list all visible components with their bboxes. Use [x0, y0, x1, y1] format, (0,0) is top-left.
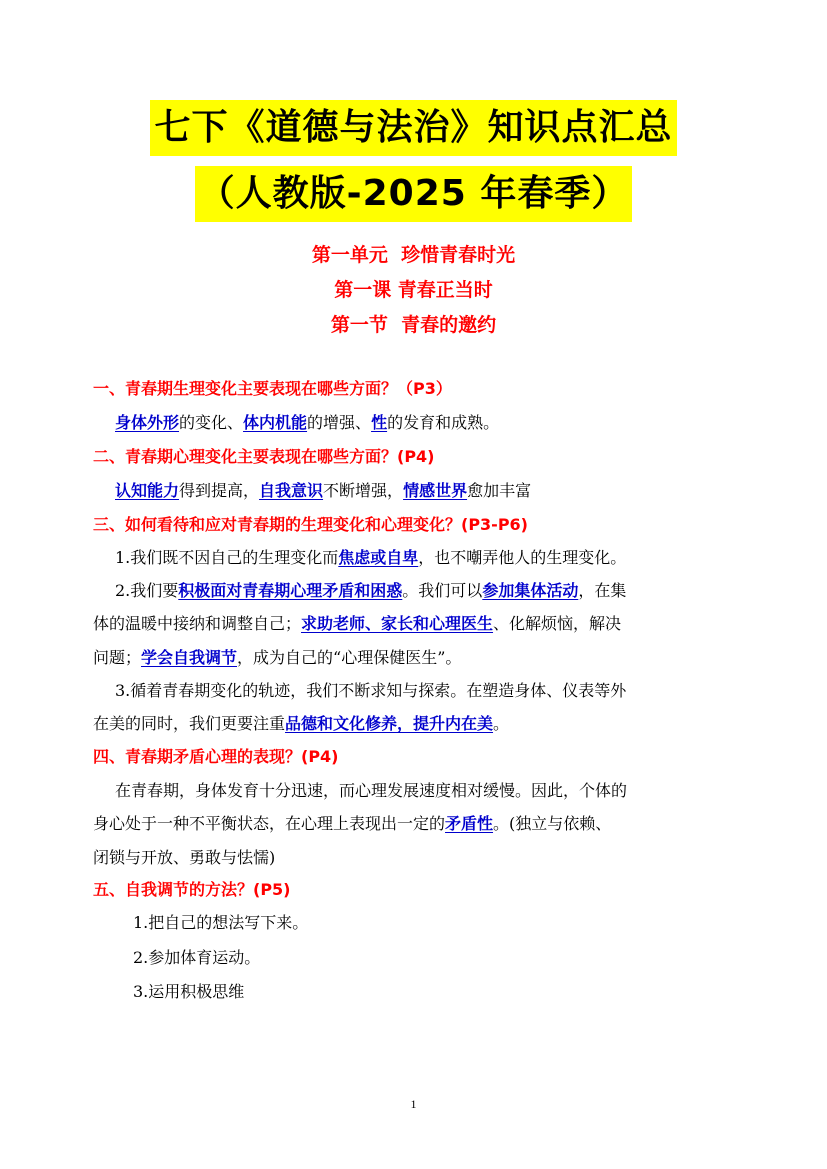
keyword: 参加集体活动 [482, 581, 579, 600]
question-1-heading: 一、青春期生理变化主要表现在哪些方面？（P3） [93, 379, 452, 398]
question-3-point-2-line-2 [93, 611, 621, 637]
text: 愈加丰富 [467, 481, 532, 500]
keyword: 求助老师、家长和心理医生 [301, 614, 494, 633]
page-number: 1 [410, 1097, 417, 1111]
text: 的增强、 [307, 413, 372, 432]
keyword: 认知能力 [115, 481, 180, 500]
keyword: 自我意识 [259, 481, 324, 500]
title-edition: （人教版-2025 年春季） [195, 166, 633, 222]
question-1-answer [115, 410, 499, 436]
question-2-answer [115, 478, 531, 504]
question-3-point-3-line-1: 3.循着青春期变化的轨迹，我们不断求知与探索。在塑造身体、仪表等外 [115, 681, 627, 700]
text: 、化解烦恼，解决 [493, 614, 622, 633]
text: 。我们可以 [402, 581, 483, 600]
keyword: 体内机能 [243, 413, 308, 432]
main-title: 七下《道德与法治》知识点汇总 [150, 100, 676, 156]
title-line-2-wrap [0, 166, 827, 222]
text: 得到提高， [179, 481, 260, 500]
question-3-point-3-line-2 [93, 711, 509, 737]
unit-heading: 第一单元 珍惜青春时光 [311, 244, 516, 266]
keyword: 身体外形 [115, 413, 180, 432]
list-item: 3.运用积极思维 [133, 982, 245, 1001]
question-3-point-1 [115, 545, 626, 571]
text: 1.我们既不因自己的生理变化而 [115, 548, 339, 567]
keyword: 积极面对青春期心理矛盾和困惑 [178, 581, 403, 600]
text: 问题； [93, 648, 142, 667]
list-item: 1.把自己的想法写下来。 [133, 913, 309, 932]
keyword: 焦虑或自卑 [338, 548, 419, 567]
question-5-heading: 五、自我调节的方法？(P5) [93, 880, 291, 899]
list-item: 2.参加体育运动。 [133, 948, 261, 967]
question-3-point-2-line-3 [93, 645, 461, 671]
keyword: 矛盾性 [445, 814, 494, 833]
text: ，在集 [578, 581, 627, 600]
text: 的发育和成熟。 [387, 413, 500, 432]
title-line-1-wrap [0, 100, 827, 156]
lesson-heading: 第一课 青春正当时 [334, 279, 493, 301]
question-2-heading: 二、青春期心理变化主要表现在哪些方面？(P4) [93, 447, 435, 466]
keyword: 学会自我调节 [141, 648, 238, 667]
question-4-line-1: 在青春期，身体发育十分迅速，而心理发展速度相对缓慢。因此，个体的 [115, 781, 628, 800]
text: 2.我们要 [115, 581, 179, 600]
text: ，成为自己的“心理保健医生”。 [237, 648, 462, 667]
text: 身心处于一种不平衡状态，在心理上表现出一定的 [93, 814, 446, 833]
question-4-line-2 [93, 811, 611, 837]
keyword: 性 [371, 413, 388, 432]
text: 体的温暖中接纳和调整自己； [93, 614, 302, 633]
text: 。(独立与依赖、 [493, 814, 612, 833]
text: 不断增强， [323, 481, 404, 500]
text: 。 [493, 714, 510, 733]
text: 在美的同时，我们更要注重 [93, 714, 286, 733]
text: 的变化、 [179, 413, 244, 432]
question-4-line-3: 闭锁与开放、勇敢与怯懦) [93, 848, 276, 867]
question-3-heading: 三、如何看待和应对青春期的生理变化和心理变化？(P3-P6) [93, 515, 528, 534]
keyword: 情感世界 [403, 481, 468, 500]
text: ，也不嘲弄他人的生理变化。 [418, 548, 627, 567]
question-4-heading: 四、青春期矛盾心理的表现？(P4) [93, 747, 339, 766]
question-3-point-2-line-1 [115, 578, 626, 604]
section-heading: 第一节 青春的邀约 [330, 314, 497, 336]
keyword: 品德和文化修养，提升内在美 [285, 714, 494, 733]
